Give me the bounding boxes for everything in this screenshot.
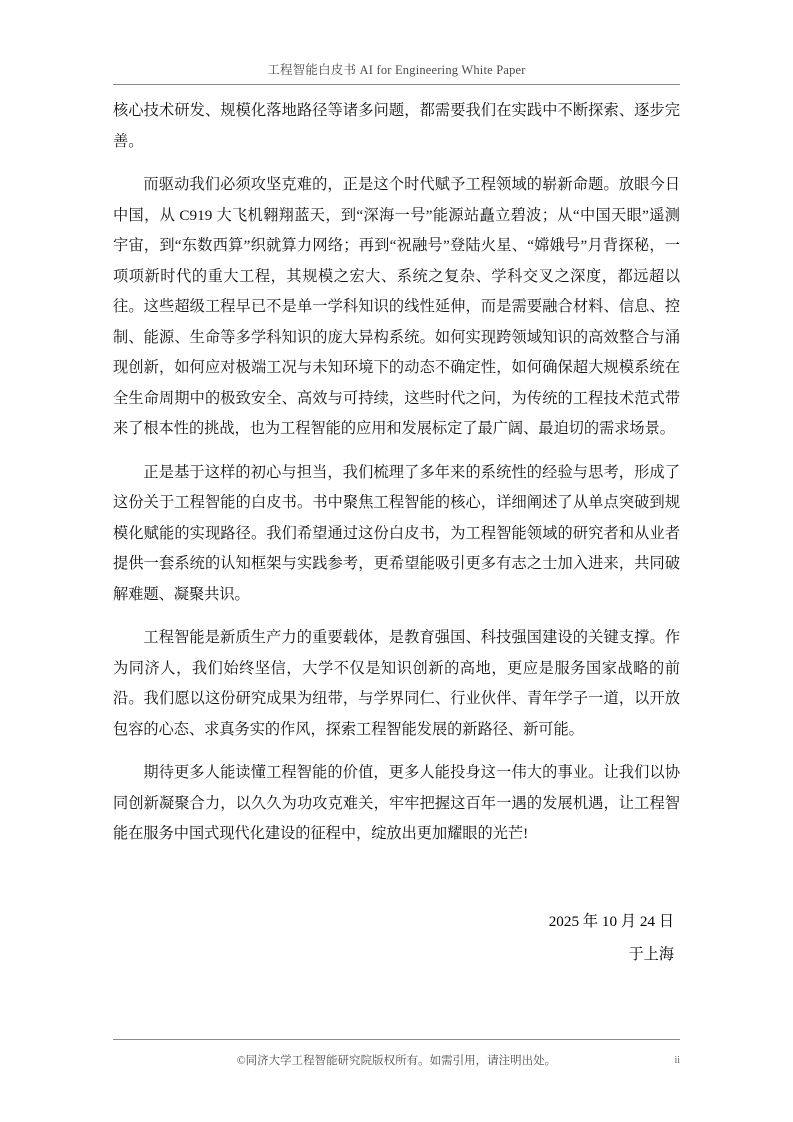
footer-divider [113,1039,680,1040]
signature-block [113,906,680,970]
page-footer: ©同济大学工程智能研究院版权所有。如需引用，请注明出处。 [236,1055,557,1067]
paragraph-tongji: 工程智能是新质生产力的重要载体，是教育强国、科技强国建设的关键支撑。作为同济人，我们始终坚信，大学不仅是知识创新的高地，更应是服务国家战略的前沿。我们愿以这份研究成果为纽带，与学界同仁、行业伙伴、青年学子一道，以开放包容的心态、求真务实的作风，探索工程智能发展的新路径、新可能。 [113,629,680,738]
page-body [113,96,680,972]
paragraph-continued: 核心技术研发、规模化落地路径等诸多问题，都需要我们在实践中不断探索、逐步完善。 [113,102,680,150]
paragraph-origin: 正是基于这样的初心与担当，我们梳理了多年来的系统性的经验与思考，形成了这份关于工程智能的白皮书。书中聚焦工程智能的核心，详细阐述了从单点突破到规模化赋能的实现路径。我们希望通过这份白皮书，为工程智能领域的研究者和从业者提供一套系统的认知框架与实践参考，更希望能吸引更多有志之士加入进来，共同破解难题、凝聚共识。 [113,463,680,603]
paragraph-outlook: 期待更多人能读懂工程智能的价值，更多人能投身这一伟大的事业。让我们以协同创新凝聚合力，以久久为功攻克难关，牢牢把握这百年一遇的发展机遇，让工程智能在服务中国式现代化建设的征程中，绽放出更加耀眼的光芒! [113,764,680,842]
page-header: 工程智能白皮书 AI for Engineering White Paper [267,63,526,77]
paragraph-era-mission: 而驱动我们必须攻坚克难的，正是这个时代赋予工程领域的崭新命题。放眼今日中国，从 C919 大飞机翱翔蓝天，到“深海一号”能源站矗立碧波；从“中国天眼”遥测宇宙，到“东数西算”织就算力网络；再到“祝融号”登陆火星、“嫦娥号”月背探秘，一项项新时代的重大工程，其规模之宏大、系统之复杂、学科交叉之深度，都远超以往。这些超级工程早已不是单一学科知识的线性延伸，而是需要融合材料、信息、控制、能源、生命等多学科知识的庞大异构系统。如何实现跨领域知识的高效整合与涌现创新，如何应对极端工况与未知环境下的动态不确定性，如何确保超大规模系统在全生命周期中的极致安全、高效与可持续，这些时代之问，为传统的工程技术范式带来了根本性的挑战，也为工程智能的应用和发展标定了最广阔、最迫切的需求场景。 [113,176,680,437]
signature-place: 于上海 [628,945,674,963]
page-number: ii [674,1055,680,1066]
header-divider [113,84,680,85]
signature-date: 2025 年 10 月 24 日 [548,912,674,930]
